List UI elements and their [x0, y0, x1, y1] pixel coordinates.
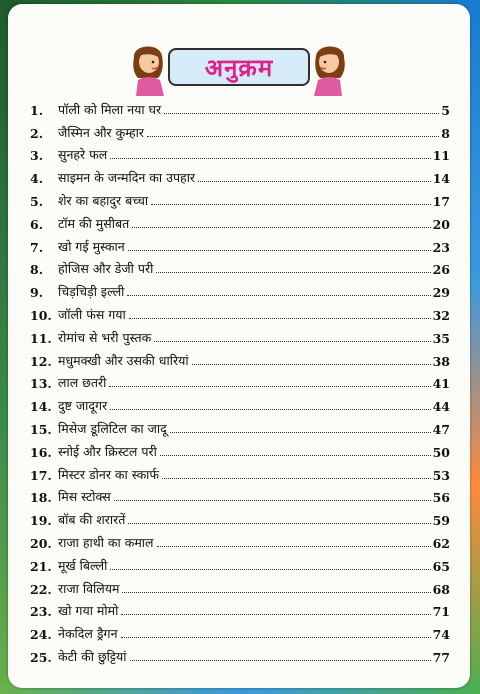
toc-leader-dots — [109, 385, 430, 387]
toc-number: 13. — [30, 376, 52, 392]
toc-leader-dots — [121, 613, 430, 615]
table-of-contents — [30, 96, 450, 666]
toc-title: रोमांच से भरी पुस्तक — [58, 329, 152, 345]
toc-number: 16. — [30, 444, 52, 460]
toc-number: 1. — [30, 102, 44, 118]
toc-leader-dots — [151, 203, 430, 205]
girl-illustration-right-icon — [308, 40, 352, 96]
toc-number: 23. — [30, 604, 52, 620]
toc-page-number: 17 — [432, 193, 450, 209]
toc-number: 17. — [30, 467, 52, 483]
toc-page-number: 68 — [432, 581, 450, 597]
toc-row — [30, 301, 450, 324]
toc-number: 12. — [30, 353, 52, 369]
toc-page-number: 62 — [432, 535, 450, 551]
toc-row — [30, 210, 450, 233]
toc-page-number: 44 — [432, 399, 450, 415]
toc-page-number: 20 — [432, 216, 450, 232]
toc-row — [30, 575, 450, 598]
toc-title: जॉली फंस गया — [58, 306, 126, 322]
toc-leader-dots — [128, 249, 431, 251]
toc-row — [30, 506, 450, 529]
toc-row — [30, 484, 450, 507]
toc-row — [30, 370, 450, 393]
toc-number: 8. — [30, 262, 44, 278]
toc-row — [30, 256, 450, 279]
toc-title: स्नोई और क्रिस्टल परी — [58, 443, 157, 459]
toc-row — [30, 461, 450, 484]
toc-row — [30, 278, 450, 301]
toc-leader-dots — [162, 477, 431, 479]
contents-title: अनुक्रम — [204, 53, 274, 82]
toc-leader-dots — [132, 226, 430, 228]
toc-row — [30, 347, 450, 370]
toc-number: 6. — [30, 216, 44, 232]
toc-page-number: 29 — [432, 285, 450, 301]
toc-title: खो गया मोमो — [58, 603, 119, 619]
toc-page-number: 65 — [432, 558, 450, 574]
toc-leader-dots — [114, 499, 431, 501]
book-page — [8, 4, 470, 688]
toc-row — [30, 438, 450, 461]
toc-title: साइमन के जन्मदिन का उपहार — [58, 170, 196, 186]
toc-title: मूर्ख बिल्ली — [58, 557, 108, 573]
toc-title: जैस्मिन और कुम्हार — [58, 124, 144, 140]
toc-row — [30, 643, 450, 666]
toc-page-number: 23 — [432, 239, 450, 255]
toc-leader-dots — [198, 180, 431, 182]
toc-row — [30, 529, 450, 552]
contents-title-banner — [168, 48, 310, 86]
toc-row — [30, 324, 450, 347]
toc-page-number: 77 — [432, 649, 450, 665]
toc-title: पॉली को मिला नया घर — [58, 101, 162, 117]
toc-row — [30, 119, 450, 142]
toc-title: राजा विलियम — [58, 580, 120, 596]
toc-page-number: 71 — [432, 604, 450, 620]
toc-number: 24. — [30, 627, 52, 643]
toc-number: 10. — [30, 307, 52, 323]
toc-title: मिस्टर डोनर का स्कार्फ — [58, 466, 160, 482]
toc-title: लाल छतरी — [58, 375, 107, 391]
toc-leader-dots — [192, 363, 431, 365]
toc-page-number: 56 — [432, 490, 450, 506]
toc-number: 15. — [30, 421, 52, 437]
toc-row — [30, 392, 450, 415]
toc-number: 14. — [30, 399, 52, 415]
toc-leader-dots — [156, 271, 430, 273]
toc-title: मिस स्टोक्स — [58, 489, 111, 505]
toc-leader-dots — [110, 568, 430, 570]
toc-page-number: 5 — [441, 102, 450, 118]
toc-title: नेकदिल ड्रैगन — [58, 626, 118, 642]
toc-leader-dots — [160, 454, 431, 456]
toc-title: चिड़चिड़ी इल्ली — [58, 284, 125, 300]
toc-page-number: 14 — [432, 171, 450, 187]
girl-illustration-left-icon — [126, 40, 170, 96]
toc-number: 3. — [30, 148, 44, 164]
toc-leader-dots — [130, 659, 431, 661]
toc-page-number: 8 — [441, 125, 450, 141]
toc-row — [30, 187, 450, 210]
toc-title: मिसेज डूलिटिल का जादू — [58, 420, 167, 436]
toc-row — [30, 164, 450, 187]
toc-row — [30, 233, 450, 256]
toc-title: मधुमक्खी और उसकी धारियां — [58, 352, 189, 368]
toc-page-number: 47 — [432, 421, 450, 437]
toc-title: सुनहरे फल — [58, 147, 108, 163]
toc-leader-dots — [164, 112, 439, 114]
toc-title: राजा हाथी का कमाल — [58, 534, 154, 550]
toc-leader-dots — [154, 340, 430, 342]
toc-leader-dots — [147, 135, 439, 137]
toc-page-number: 11 — [432, 148, 450, 164]
toc-leader-dots — [170, 431, 431, 433]
toc-title: खो गई मुस्कान — [58, 238, 125, 254]
toc-number: 2. — [30, 125, 44, 141]
toc-leader-dots — [121, 636, 431, 638]
toc-page-number: 35 — [432, 330, 450, 346]
toc-leader-dots — [127, 294, 430, 296]
toc-row — [30, 415, 450, 438]
toc-leader-dots — [110, 157, 430, 159]
toc-page-number: 32 — [432, 307, 450, 323]
toc-number: 19. — [30, 513, 52, 529]
toc-number: 9. — [30, 285, 44, 301]
toc-row — [30, 96, 450, 119]
toc-row — [30, 598, 450, 621]
toc-number: 11. — [30, 330, 52, 346]
toc-page-number: 74 — [432, 627, 450, 643]
toc-leader-dots — [129, 317, 431, 319]
toc-page-number: 26 — [432, 262, 450, 278]
toc-number: 25. — [30, 649, 52, 665]
toc-page-number: 59 — [432, 513, 450, 529]
toc-number: 21. — [30, 558, 52, 574]
toc-number: 20. — [30, 535, 52, 551]
toc-number: 5. — [30, 193, 44, 209]
toc-number: 18. — [30, 490, 52, 506]
toc-page-number: 38 — [432, 353, 450, 369]
toc-number: 22. — [30, 581, 52, 597]
toc-title: टॉम की मुसीबत — [58, 215, 130, 231]
toc-leader-dots — [122, 591, 430, 593]
contents-header — [8, 38, 470, 98]
toc-number: 4. — [30, 171, 44, 187]
toc-title: शेर का बहादुर बच्चा — [58, 192, 149, 208]
toc-row — [30, 142, 450, 165]
toc-leader-dots — [110, 408, 430, 410]
toc-row — [30, 552, 450, 575]
toc-title: होजिस और डेजी परी — [58, 261, 154, 277]
toc-title: दुष्ट जादूगर — [58, 398, 108, 414]
toc-page-number: 41 — [432, 376, 450, 392]
toc-number: 7. — [30, 239, 44, 255]
toc-title: केटी की छुट्टियां — [58, 648, 127, 664]
toc-row — [30, 620, 450, 643]
toc-title: बॉब की शरारतें — [58, 512, 126, 528]
toc-page-number: 50 — [432, 444, 450, 460]
toc-page-number: 53 — [432, 467, 450, 483]
toc-leader-dots — [157, 545, 431, 547]
toc-leader-dots — [128, 522, 430, 524]
